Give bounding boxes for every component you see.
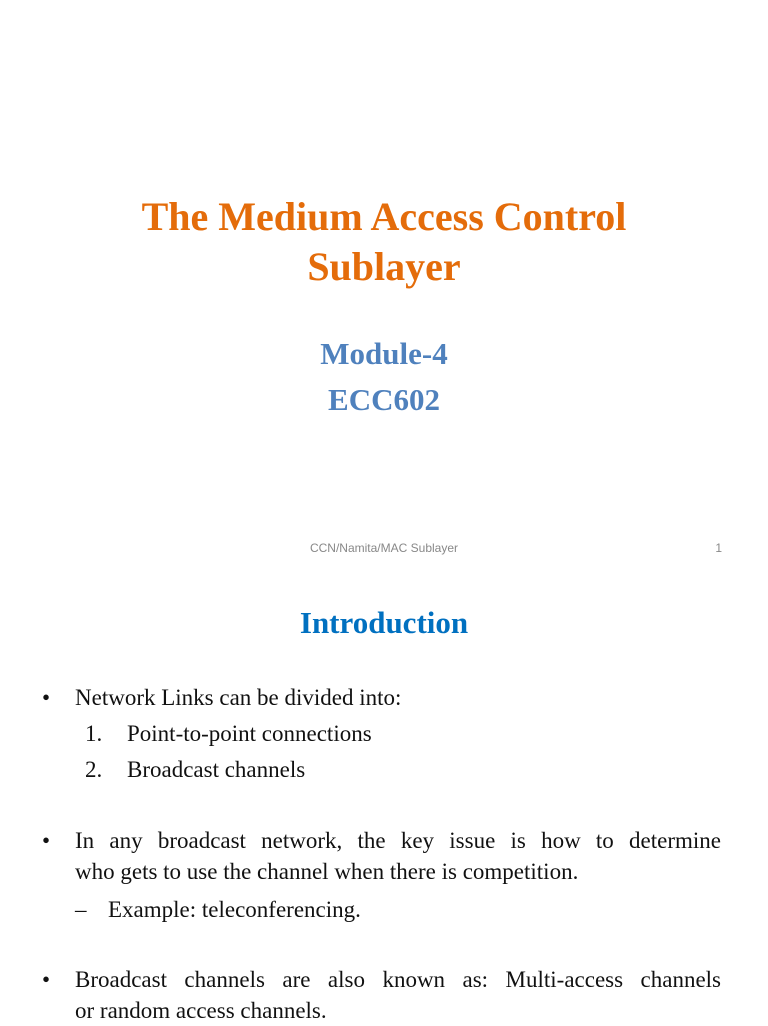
slide-title-line-1: The Medium Access Control	[141, 194, 627, 239]
bullet-text-line-1: In any broadcast network, the key issue is how to determine	[75, 828, 721, 853]
slide-title	[0, 192, 768, 292]
list-text: Point-to-point connections	[127, 721, 372, 746]
bullet-text: Network Links can be divided into:	[75, 685, 402, 710]
bullet-text-line-1: Broadcast channels are also known as: Multi-access channels	[75, 967, 721, 992]
slide-2	[0, 576, 768, 1024]
list-text: Broadcast channels	[127, 757, 306, 782]
dash-marker: –	[75, 897, 87, 922]
module-label: Module-4	[320, 336, 448, 371]
course-code: ECC602	[328, 382, 440, 417]
bullet-marker: •	[42, 967, 51, 992]
list-number: 1.	[85, 721, 103, 746]
slide-footer	[0, 541, 768, 559]
sub-bullet-text: Example: teleconferencing.	[108, 897, 361, 922]
bullet-marker: •	[42, 828, 51, 853]
page-number: 1	[715, 541, 722, 555]
bullet-text-line-2: or random access channels.	[75, 998, 327, 1023]
footer-text: CCN/Namita/MAC Sublayer	[309, 541, 459, 555]
slide-title-line-2: Sublayer	[307, 244, 461, 289]
list-number: 2.	[85, 757, 103, 782]
slide-subtitle	[0, 331, 768, 423]
slide-heading: Introduction	[299, 605, 469, 640]
bullet-marker: •	[42, 685, 51, 710]
bullet-text-line-2: who gets to use the channel when there is competition.	[75, 859, 579, 884]
